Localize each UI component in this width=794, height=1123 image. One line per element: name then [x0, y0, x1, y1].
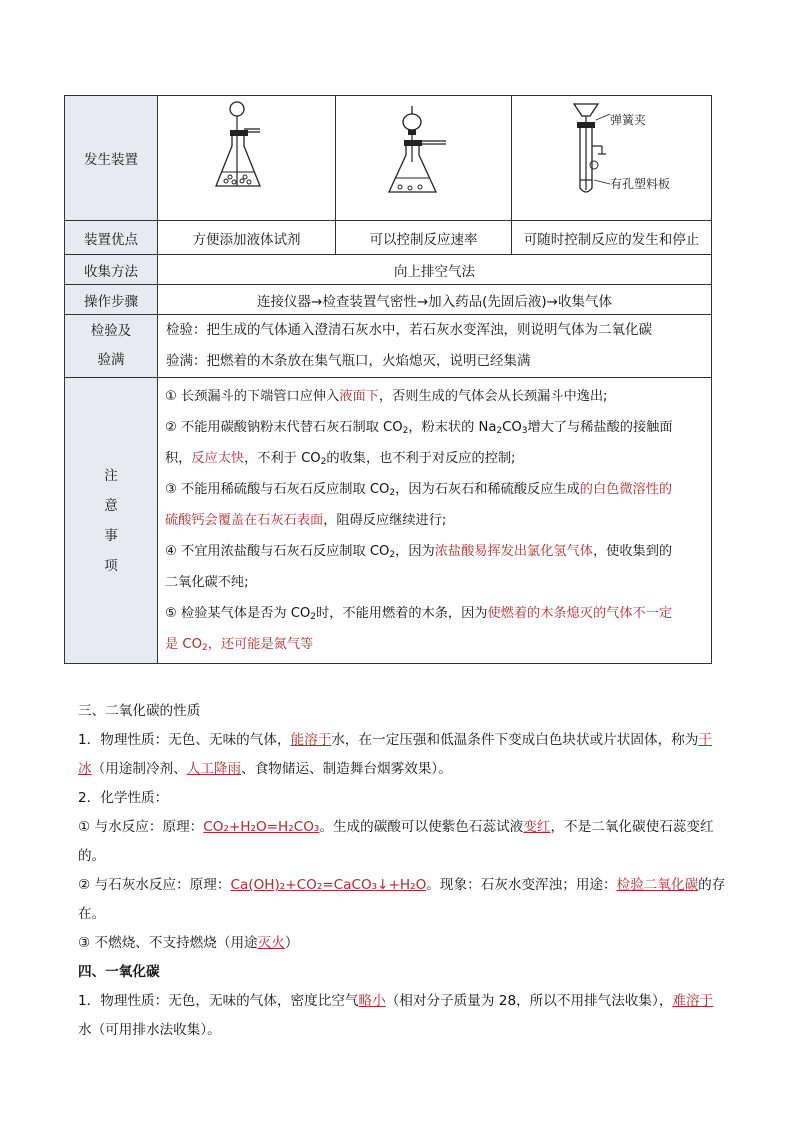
row-label-apparatus: 发生装置 [65, 96, 158, 221]
advantage-3: 可随时控制反应的发生和停止 [512, 221, 712, 255]
table-row [65, 221, 712, 255]
row-label-test-line2: 验满 [97, 352, 125, 368]
notes-label-char: 注 [104, 467, 118, 484]
note-3: ③ 不能用稀硫酸与石灰石反应制取 $CO_2$，因为石灰石和稀硫酸反应生成的白色微溶性的 [165, 482, 673, 498]
apparatus-cell-1 [158, 96, 336, 221]
row-label-advantages: 装置优点 [65, 221, 158, 255]
spring-clamp-label: 弹簧夹 [609, 113, 646, 127]
table-row [65, 378, 712, 664]
chem-property-3: ③ 不燃烧、不支持燃烧（用途灭火） [78, 935, 299, 951]
note-3-cont: 硫酸钙会覆盖在石灰石表面，阻碍反应继续进行; [165, 513, 447, 528]
test-line: 检验：把生成的气体通入澄清石灰水中，若石灰水变浑浊，则说明气体为二氧化碳 [166, 322, 652, 338]
section-3-title: 三、二氧化碳的性质 [78, 703, 201, 719]
row-label-notes [65, 378, 158, 664]
co2-preparation-table [64, 95, 712, 664]
test-content [158, 315, 712, 378]
apparatus-cell-3 [512, 96, 712, 221]
flask-with-separatory-funnel-icon [384, 100, 464, 200]
chem-property-2: ② 与石灰水反应：原理：Ca(OH)₂+CO₂=CaCO₃↓+H₂O。现象：石灰水变浑浊；用途：检验二氧化碳的存在。 [78, 877, 726, 922]
row-label-collection: 收集方法 [65, 255, 158, 285]
kipp-like-tube-icon [552, 100, 672, 200]
full-check-line: 验满：把燃着的木条放在集气瓶口，火焰熄灭，说明已经集满 [166, 353, 531, 369]
advantage-2: 可以控制反应速率 [336, 221, 512, 255]
row-label-test-line1: 检验及 [90, 323, 132, 339]
note-5: ⑤ 检验某气体是否为 $CO_2$时，不能用燃着的木条，因为使燃着的木条熄灭的气体不一定 [165, 606, 673, 622]
co-physical-properties: 1．物理性质：无色，无味的气体，密度比空气略小（相对分子质量为 28，所以不用排气法收集），难溶于 [78, 993, 714, 1009]
note-4-cont: 二氧化碳不纯; [165, 575, 249, 590]
section-4-title: 四、一氧化碳 [78, 964, 160, 980]
physical-properties-cont: 冰（用途制冷剂、人工降雨、食物储运、制造舞台烟雾效果）。 [78, 761, 452, 777]
row-label-test [65, 315, 158, 378]
advantage-1: 方便添加液体试剂 [158, 221, 336, 255]
note-5-cont: 是 $CO_2$，还可能是氮气等 [165, 637, 314, 653]
apparatus-cell-2 [336, 96, 512, 221]
notes-label-char: 项 [104, 557, 118, 574]
note-2: ② 不能用碳酸钠粉末代替石灰石制取 $CO_2$，粉末状的 $Na_2CO_3$增大了与稀盐酸的接触面 [165, 420, 673, 436]
table-row [65, 96, 712, 221]
collection-method: 向上排空气法 [158, 255, 712, 285]
note-4: ④ 不宜用浓盐酸与石灰石反应制取 $CO_2$，因为浓盐酸易挥发出氯化氢气体，使收集到的 [165, 544, 673, 560]
note-2-cont: 积，反应太快，不利于 $CO_2$的收集，也不利于对反应的控制; [165, 451, 516, 467]
table-row [65, 315, 712, 378]
chem-property-1: ① 与水反应：原理：CO₂+H₂O=H₂CO₃。生成的碳酸可以使紫色石蕊试液变红，不是二氧化碳使石蕊变红的。 [78, 819, 714, 864]
perforated-plate-label: 有孔塑料板 [609, 177, 670, 191]
notes-label-char: 意 [104, 497, 118, 514]
notes-content [158, 378, 712, 664]
operation-steps: 连接仪器→检查装置气密性→加入药品(先固后液)→收集气体 [158, 285, 712, 315]
chemical-properties-heading: 2．化学性质： [78, 790, 169, 806]
table-row [65, 255, 712, 285]
notes-label-char: 事 [104, 527, 118, 544]
section-3 [78, 697, 728, 1045]
note-1: ① 长颈漏斗的下端管口应伸入液面下，否则生成的气体会从长颈漏斗中逸出; [165, 389, 608, 404]
flask-with-funnel-icon [212, 100, 282, 196]
table-row [65, 285, 712, 315]
row-label-steps: 操作步骤 [65, 285, 158, 315]
co-physical-properties-cont: 水（可用排水法收集）。 [78, 1022, 221, 1038]
physical-properties-line: 1．物理性质：无色、无味的气体，能溶于水，在一定压强和低温条件下变成白色块状或片状固体，称为干 [78, 732, 712, 748]
